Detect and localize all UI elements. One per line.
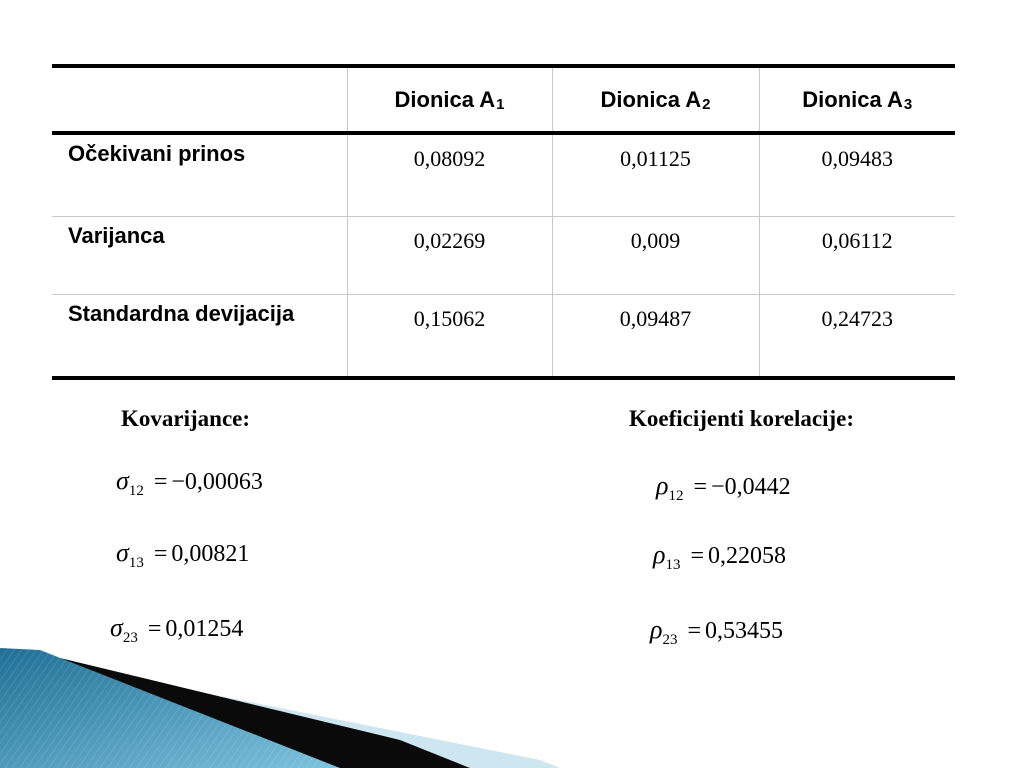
table-cell: 0,08092	[347, 133, 552, 217]
table-cell: 0,09487	[552, 295, 759, 379]
column-header-subscript: 3	[903, 95, 913, 113]
column-header-subscript: 2	[702, 95, 711, 113]
rho-symbol: ρ	[656, 471, 669, 500]
row-label: Standardna devijacija	[52, 295, 347, 379]
formula-value: 0,00821	[171, 541, 250, 567]
formula-value: −0,00063	[171, 469, 263, 495]
equals-sign: =	[153, 541, 168, 567]
column-header-text: Dionica A	[802, 86, 903, 112]
table-cell: 0,24723	[759, 295, 955, 379]
formula-subscript: 13	[665, 557, 681, 573]
rho-symbol: ρ	[653, 540, 666, 569]
correlations-heading: Koeficijenti korelacije:	[629, 406, 855, 431]
equals-sign: =	[153, 469, 168, 495]
sigma-symbol: σ	[116, 538, 129, 567]
table-cell: 0,009	[552, 217, 759, 295]
formula-subscript: 23	[122, 630, 138, 646]
sigma-symbol: σ	[116, 466, 129, 495]
column-header-subscript: 1	[496, 95, 505, 113]
formula-value: 0,22058	[708, 543, 787, 569]
column-header-text: Dionica A	[600, 86, 702, 112]
formula-subscript: 12	[128, 483, 144, 499]
formula-subscript: 13	[128, 555, 144, 571]
equals-sign: =	[690, 543, 705, 569]
table-cell: 0,09483	[759, 133, 955, 217]
formula-value: −0,0442	[711, 474, 791, 500]
blue-swoosh-texture	[0, 648, 340, 768]
row-label: Varijanca	[52, 217, 347, 295]
table-cell: 0,01125	[552, 133, 759, 217]
column-header-text: Dionica A	[394, 86, 496, 112]
sigma-symbol: σ	[110, 613, 123, 642]
equals-sign: =	[693, 474, 708, 500]
covariances-heading: Kovarijance:	[121, 406, 251, 431]
formula-value: 0,53455	[705, 618, 784, 644]
equals-sign: =	[147, 616, 162, 642]
row-label: Očekivani prinos	[52, 133, 347, 217]
equals-sign: =	[687, 618, 702, 644]
formula-value: 0,01254	[165, 616, 244, 642]
formula-subscript: 12	[668, 488, 684, 504]
table-cell: 0,15062	[347, 295, 552, 379]
rho-symbol: ρ	[650, 615, 663, 644]
table-cell: 0,02269	[347, 217, 552, 295]
table-cell: 0,06112	[759, 217, 955, 295]
formula-subscript: 23	[662, 632, 678, 648]
